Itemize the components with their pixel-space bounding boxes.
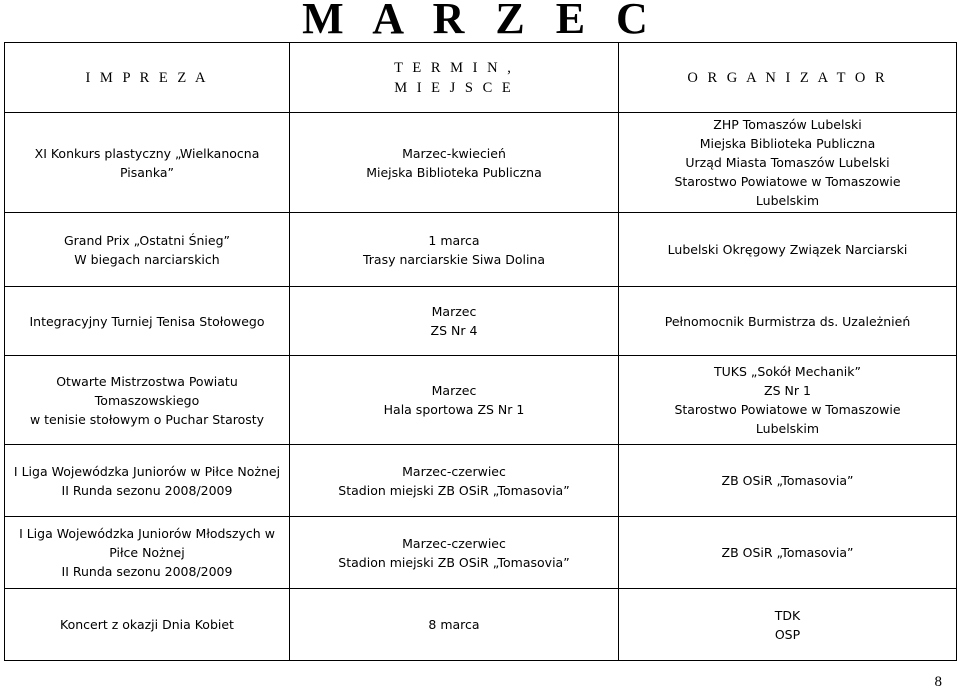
organizer-cell-line: ZB OSiR „Tomasovia”	[721, 545, 854, 560]
date-place-cell	[290, 445, 619, 517]
date-place-cell	[290, 213, 619, 287]
organizer-cell-line: TDK	[774, 607, 801, 623]
page-title: M A R Z E C	[302, 0, 658, 43]
table-row	[5, 445, 957, 517]
date-place-cell-line: 1 marca	[428, 232, 480, 248]
table-header-row	[5, 43, 957, 113]
date-place-cell-line: Marzec-czerwiec	[402, 535, 506, 551]
event-cell	[5, 287, 290, 356]
table-row	[5, 356, 957, 445]
page-number: 8	[934, 674, 942, 690]
table-row	[5, 589, 957, 661]
event-cell	[5, 445, 290, 517]
date-place-cell	[290, 589, 619, 661]
header-date-place-line: M I E J S C E	[394, 79, 514, 96]
table-row	[5, 517, 957, 589]
organizer-cell-line: Starostwo Powiatowe w Tomaszowie	[674, 402, 901, 417]
organizer-cell-line: ZB OSiR „Tomasovia”	[721, 473, 854, 488]
table-row	[5, 113, 957, 213]
organizer-cell-line: ZS Nr 1	[764, 383, 811, 398]
organizer-cell-line: Miejska Biblioteka Publiczna	[699, 136, 876, 151]
table-body	[5, 113, 957, 661]
organizer-cell-line: ZHP Tomaszów Lubelski	[713, 117, 862, 132]
organizer-cell	[619, 589, 957, 661]
date-place-cell-line: Miejska Biblioteka Publiczna	[366, 164, 542, 180]
table-row	[5, 287, 957, 356]
organizer-cell-line: Lubelski Okręgowy Związek Narciarski	[667, 242, 908, 257]
organizer-cell	[619, 445, 957, 517]
event-cell-line: Grand Prix „Ostatni Śnieg”	[63, 232, 231, 248]
header-organizer: O R G A N I Z A T O R	[619, 43, 957, 113]
header-event: I M P R E Z A	[5, 43, 290, 113]
organizer-cell-line: Urząd Miasta Tomaszów Lubelski	[685, 155, 890, 170]
event-cell-line: w tenisie stołowym o Puchar Starosty	[29, 411, 265, 427]
event-cell-line: II Runda sezonu 2008/2009	[61, 564, 233, 579]
organizer-cell-line: TUKS „Sokół Mechanik”	[714, 364, 861, 379]
organizer-cell	[619, 517, 957, 589]
event-cell	[5, 213, 290, 287]
event-cell	[5, 356, 290, 445]
organizer-cell-line: Starostwo Powiatowe w Tomaszowie	[674, 174, 901, 189]
date-place-cell-line: Hala sportowa ZS Nr 1	[383, 402, 525, 417]
table-row	[5, 213, 957, 287]
date-place-cell	[290, 356, 619, 445]
organizer-cell	[619, 287, 957, 356]
date-place-cell	[290, 287, 619, 356]
event-cell	[5, 517, 290, 589]
date-place-cell-line: 8 marca	[428, 617, 480, 632]
date-place-cell-line: Marzec-kwiecień	[402, 145, 506, 161]
organizer-cell-line: OSP	[774, 626, 801, 642]
organizer-cell	[619, 356, 957, 445]
date-place-cell-line: ZS Nr 4	[430, 323, 478, 338]
event-cell	[5, 113, 290, 213]
date-place-cell-line: Marzec-czerwiec	[402, 463, 506, 479]
date-place-cell	[290, 517, 619, 589]
date-place-cell-line: Stadion miejski ZB OSiR „Tomasovia”	[338, 482, 570, 498]
date-place-cell	[290, 113, 619, 213]
organizer-cell	[619, 213, 957, 287]
event-cell-line: Otwarte Mistrzostwa Powiatu Tomaszowskiego	[56, 373, 238, 408]
event-cell-line: II Runda sezonu 2008/2009	[61, 482, 233, 498]
event-cell-line: I Liga Wojewódzka Juniorów w Piłce Nożnej	[13, 463, 281, 479]
organizer-cell	[619, 113, 957, 213]
event-cell	[5, 589, 290, 661]
event-cell-line: Integracyjny Turniej Tenisa Stołowego	[29, 313, 265, 329]
date-place-cell-line: Marzec	[431, 383, 477, 398]
organizer-cell-line: Lubelskim	[755, 421, 820, 436]
date-place-cell-line: Marzec	[431, 304, 477, 319]
event-cell-line: I Liga Wojewódzka Juniorów Młodszych w Piłce Nożnej	[19, 526, 275, 560]
organizer-cell-line: Lubelskim	[755, 193, 820, 208]
event-cell-line: XI Konkurs plastyczny „Wielkanocna Pisanka”	[34, 145, 260, 180]
event-cell-line: Koncert z okazji Dnia Kobiet	[60, 617, 234, 632]
date-place-cell-line: Trasy narciarskie Siwa Dolina	[362, 251, 546, 267]
event-cell-line: W biegach narciarskich	[74, 251, 220, 267]
organizer-cell-line: Pełnomocnik Burmistrza ds. Uzależnień	[664, 313, 911, 329]
header-date-place-line: T E R M I N ,	[394, 59, 514, 76]
date-place-cell-line: Stadion miejski ZB OSiR „Tomasovia”	[338, 554, 570, 570]
header-date-place	[290, 43, 619, 113]
events-table	[4, 42, 957, 661]
